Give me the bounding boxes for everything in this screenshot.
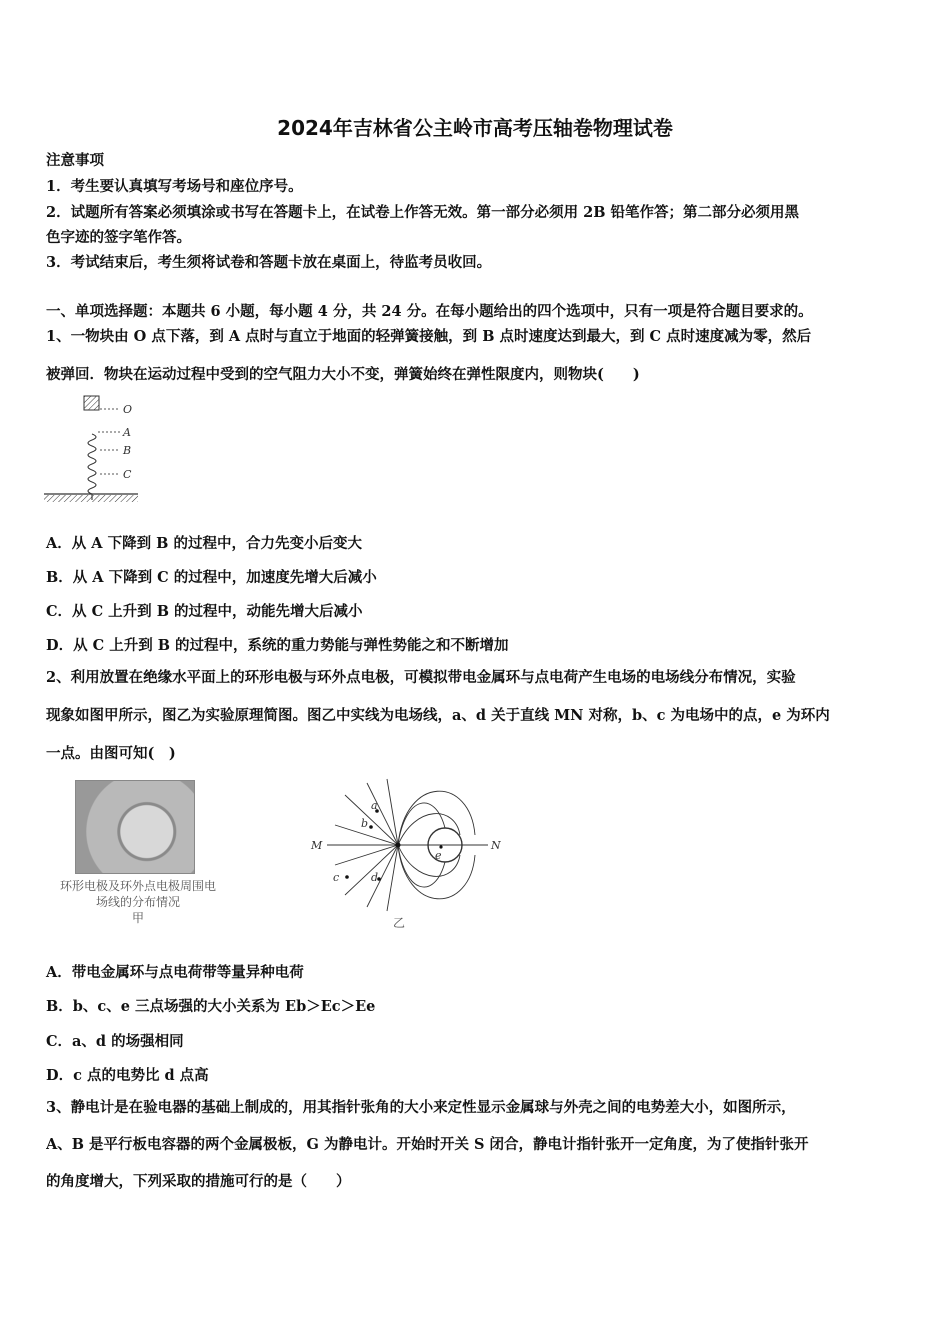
- q2-option[interactable]: B．b、c、e 三点场强的大小关系为 Eb＞Ec＞Ee: [46, 998, 376, 1015]
- notice-item: 3．考试结束后，考生须将试卷和答题卡放在桌面上，待监考员收回。: [46, 254, 492, 271]
- q2-stem: 现象如图甲所示，图乙为实验原理简图。图乙中实线为电场线，a、d 关于直线 MN 对称，b、c 为电场中的点，e 为环内: [46, 707, 830, 724]
- experiment-photo: [75, 780, 195, 874]
- section-heading: 一、单项选择题：本题共 6 小题，每小题 4 分，共 24 分。在每小题给出的四个选项中，只有一项是符合题目要求的。: [46, 303, 813, 320]
- q2-stem: 一点。由图可知( ): [46, 745, 176, 762]
- point-charge: [396, 843, 401, 848]
- label-O: O: [123, 403, 133, 416]
- notice-item: 色字迹的签字笔作答。: [46, 229, 191, 246]
- notice-item: 1．考生要认真填写考场号和座位序号。: [46, 178, 303, 195]
- label-A: A: [123, 426, 131, 439]
- q2-option[interactable]: A．带电金属环与点电荷带等量异种电荷: [46, 964, 304, 981]
- q1-option[interactable]: B．从 A 下降到 C 的过程中，加速度先增大后减小: [46, 569, 377, 586]
- label-e: e: [435, 849, 442, 862]
- label-B: B: [123, 444, 132, 457]
- page-title: 2024年吉林省公主岭市高考压轴卷物理试卷: [277, 116, 673, 140]
- q3-stem: 的角度增大，下列采取的措施可行的是（ ）: [46, 1173, 351, 1190]
- notice-item: 2．试题所有答案必须填涂或书写在答题卡上，在试卷上作答无效。第一部分必须用 2B 铅笔作答；第二部分必须用黑: [46, 204, 800, 221]
- photo-caption: 环形电极及环外点电极周围电场线的分布情况 甲: [59, 879, 216, 925]
- field-line-diagram: [305, 775, 510, 935]
- q1-option[interactable]: A．从 A 下降到 B 的过程中，合力先变小后变大: [46, 535, 362, 552]
- label-N: N: [491, 839, 501, 852]
- q2-option[interactable]: D．c 点的电势比 d 点高: [46, 1067, 209, 1084]
- q1-stem: 1、一物块由 O 点下落，到 A 点时与直立于地面的轻弹簧接触，到 B 点时速度达到最大，到 C 点时速度减为零，然后: [46, 328, 812, 345]
- label-c: c: [333, 871, 340, 884]
- label-M: M: [311, 839, 323, 852]
- q1-option[interactable]: D．从 C 上升到 B 的过程中，系统的重力势能与弹性势能之和不断增加: [46, 637, 509, 654]
- q1-stem: 被弹回．物块在运动过程中受到的空气阻力大小不变，弹簧始终在弹性限度内，则物块( ): [46, 366, 640, 383]
- diagram-caption: 乙: [393, 916, 406, 930]
- q3-stem: 3、静电计是在验电器的基础上制成的，用其指针张角的大小来定性显示金属球与外壳之间的电势差大小，如图所示，: [46, 1099, 796, 1116]
- q2-option[interactable]: C．a、d 的场强相同: [46, 1033, 184, 1050]
- spring: [88, 434, 96, 500]
- label-C: C: [123, 468, 132, 481]
- q2-stem: 2、利用放置在绝缘水平面上的环形电极与环外点电极，可模拟带电金属环与点电荷产生电场的电场线分布情况，实验: [46, 669, 796, 686]
- spring-diagram: [40, 390, 150, 510]
- block: [84, 396, 99, 410]
- ground-hatch: [44, 495, 138, 502]
- notice-heading: 注意事项: [46, 152, 104, 169]
- label-a: a: [371, 799, 378, 812]
- label-b: b: [361, 817, 369, 830]
- q3-stem: A、B 是平行板电容器的两个金属极板，G 为静电计。开始时开关 S 闭合，静电计指针张开一定角度，为了使指针张开: [46, 1136, 809, 1153]
- label-d: d: [371, 871, 379, 884]
- q1-option[interactable]: C．从 C 上升到 B 的过程中，动能先增大后减小: [46, 603, 363, 620]
